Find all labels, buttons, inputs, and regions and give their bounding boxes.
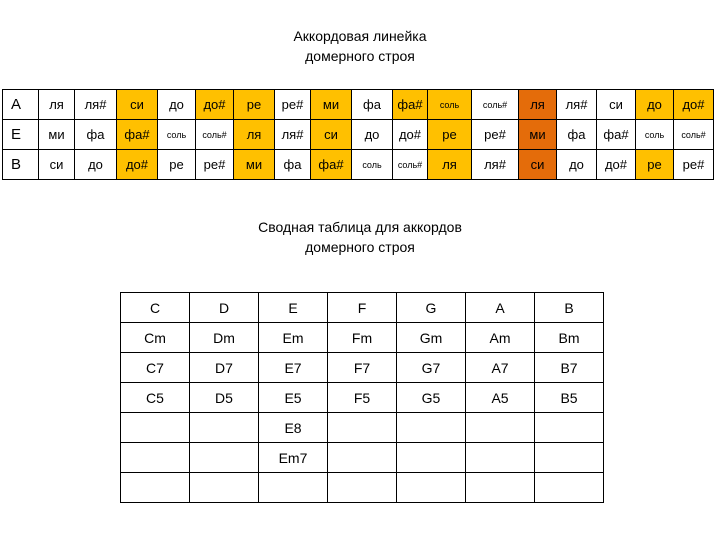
chord-cell: Am: [466, 323, 535, 353]
note-cell: ми: [519, 120, 557, 150]
chord-cell: C5: [121, 383, 190, 413]
note-cell: ля: [519, 90, 557, 120]
note-cell: соль: [428, 90, 472, 120]
note-cell: ре: [158, 150, 196, 180]
note-cell: ре#: [472, 120, 519, 150]
string-row: [3, 120, 714, 150]
chord-cell: [535, 413, 604, 443]
note-cell: ля: [39, 90, 75, 120]
chord-cell: [121, 473, 190, 503]
note-cell: ре: [428, 120, 472, 150]
ruler-title-line2: домерного строя: [305, 48, 415, 64]
chord-cell: G: [397, 293, 466, 323]
chord-row: [121, 413, 604, 443]
note-cell: до: [75, 150, 117, 180]
note-cell: до: [636, 90, 674, 120]
chord-cell: [466, 473, 535, 503]
note-cell: до#: [597, 150, 636, 180]
note-cell: соль: [352, 150, 393, 180]
chord-cell: [466, 413, 535, 443]
note-cell: ля: [428, 150, 472, 180]
note-cell: ля#: [472, 150, 519, 180]
note-cell: фа: [352, 90, 393, 120]
chord-row: [121, 443, 604, 473]
chord-cell: F: [328, 293, 397, 323]
chord-cell: B: [535, 293, 604, 323]
chord-cell: D: [190, 293, 259, 323]
chord-cell: [535, 443, 604, 473]
chord-cell: B5: [535, 383, 604, 413]
note-cell: до#: [117, 150, 158, 180]
chord-cell: [328, 473, 397, 503]
note-cell: ми: [311, 90, 352, 120]
ruler-title-line1: Аккордовая линейка: [293, 28, 427, 44]
note-cell: до#: [196, 90, 234, 120]
note-cell: до: [557, 150, 597, 180]
chord-cell: F5: [328, 383, 397, 413]
note-cell: си: [311, 120, 352, 150]
chord-cell: [190, 473, 259, 503]
chord-cell: [328, 413, 397, 443]
open-string-label: E: [3, 120, 39, 150]
chord-cell: [397, 443, 466, 473]
note-cell: ре: [636, 150, 674, 180]
note-cell: ре#: [674, 150, 714, 180]
chord-cell: [190, 413, 259, 443]
chord-cell: A7: [466, 353, 535, 383]
chord-cell: E7: [259, 353, 328, 383]
chord-cell: A: [466, 293, 535, 323]
note-cell: соль#: [393, 150, 428, 180]
note-cell: си: [39, 150, 75, 180]
note-cell: ля#: [275, 120, 311, 150]
chord-row: [121, 293, 604, 323]
note-cell: фа#: [393, 90, 428, 120]
note-cell: ля#: [75, 90, 117, 120]
note-cell: до: [158, 90, 196, 120]
note-cell: фа: [557, 120, 597, 150]
chord-summary-table: [120, 292, 604, 503]
note-cell: си: [519, 150, 557, 180]
chord-row: [121, 473, 604, 503]
chord-cell: E: [259, 293, 328, 323]
chord-cell: [466, 443, 535, 473]
note-cell: фа#: [597, 120, 636, 150]
note-cell: ре#: [196, 150, 234, 180]
chord-cell: Cm: [121, 323, 190, 353]
chord-cell: E8: [259, 413, 328, 443]
note-cell: соль: [158, 120, 196, 150]
chord-cell: Bm: [535, 323, 604, 353]
chord-cell: A5: [466, 383, 535, 413]
note-cell: ре: [234, 90, 275, 120]
note-cell: до: [352, 120, 393, 150]
chord-cell: Gm: [397, 323, 466, 353]
note-cell: соль#: [674, 120, 714, 150]
open-string-label: A: [3, 90, 39, 120]
chord-row: [121, 383, 604, 413]
chord-cell: [535, 473, 604, 503]
chord-cell: G5: [397, 383, 466, 413]
chord-cell: Dm: [190, 323, 259, 353]
chord-cell: [121, 443, 190, 473]
chord-cell: [121, 413, 190, 443]
chord-cell: D5: [190, 383, 259, 413]
chord-cell: [397, 473, 466, 503]
note-cell: фа: [75, 120, 117, 150]
note-cell: соль: [636, 120, 674, 150]
chord-row: [121, 353, 604, 383]
note-cell: фа#: [311, 150, 352, 180]
chord-cell: [259, 473, 328, 503]
open-string-label: B: [3, 150, 39, 180]
chord-cell: F7: [328, 353, 397, 383]
chord-cell: D7: [190, 353, 259, 383]
note-cell: ми: [39, 120, 75, 150]
chord-cell: B7: [535, 353, 604, 383]
ruler-title: [0, 26, 720, 66]
note-cell: си: [597, 90, 636, 120]
chord-row: [121, 323, 604, 353]
chord-ruler-table: [2, 89, 714, 180]
chord-cell: G7: [397, 353, 466, 383]
note-cell: фа#: [117, 120, 158, 150]
chord-cell: [397, 413, 466, 443]
chord-cell: Fm: [328, 323, 397, 353]
note-cell: до#: [674, 90, 714, 120]
note-cell: ля#: [557, 90, 597, 120]
note-cell: фа: [275, 150, 311, 180]
string-row: [3, 90, 714, 120]
chord-cell: [190, 443, 259, 473]
chord-cell: Em7: [259, 443, 328, 473]
summary-title-line2: домерного строя: [305, 239, 415, 255]
note-cell: до#: [393, 120, 428, 150]
chord-cell: C: [121, 293, 190, 323]
summary-title-line1: Сводная таблица для аккордов: [258, 219, 462, 235]
note-cell: соль#: [472, 90, 519, 120]
note-cell: си: [117, 90, 158, 120]
chord-cell: [328, 443, 397, 473]
note-cell: соль#: [196, 120, 234, 150]
note-cell: ми: [234, 150, 275, 180]
note-cell: ре#: [275, 90, 311, 120]
chord-cell: E5: [259, 383, 328, 413]
chord-cell: Em: [259, 323, 328, 353]
string-row: [3, 150, 714, 180]
summary-title: [0, 217, 720, 257]
chord-cell: C7: [121, 353, 190, 383]
note-cell: ля: [234, 120, 275, 150]
